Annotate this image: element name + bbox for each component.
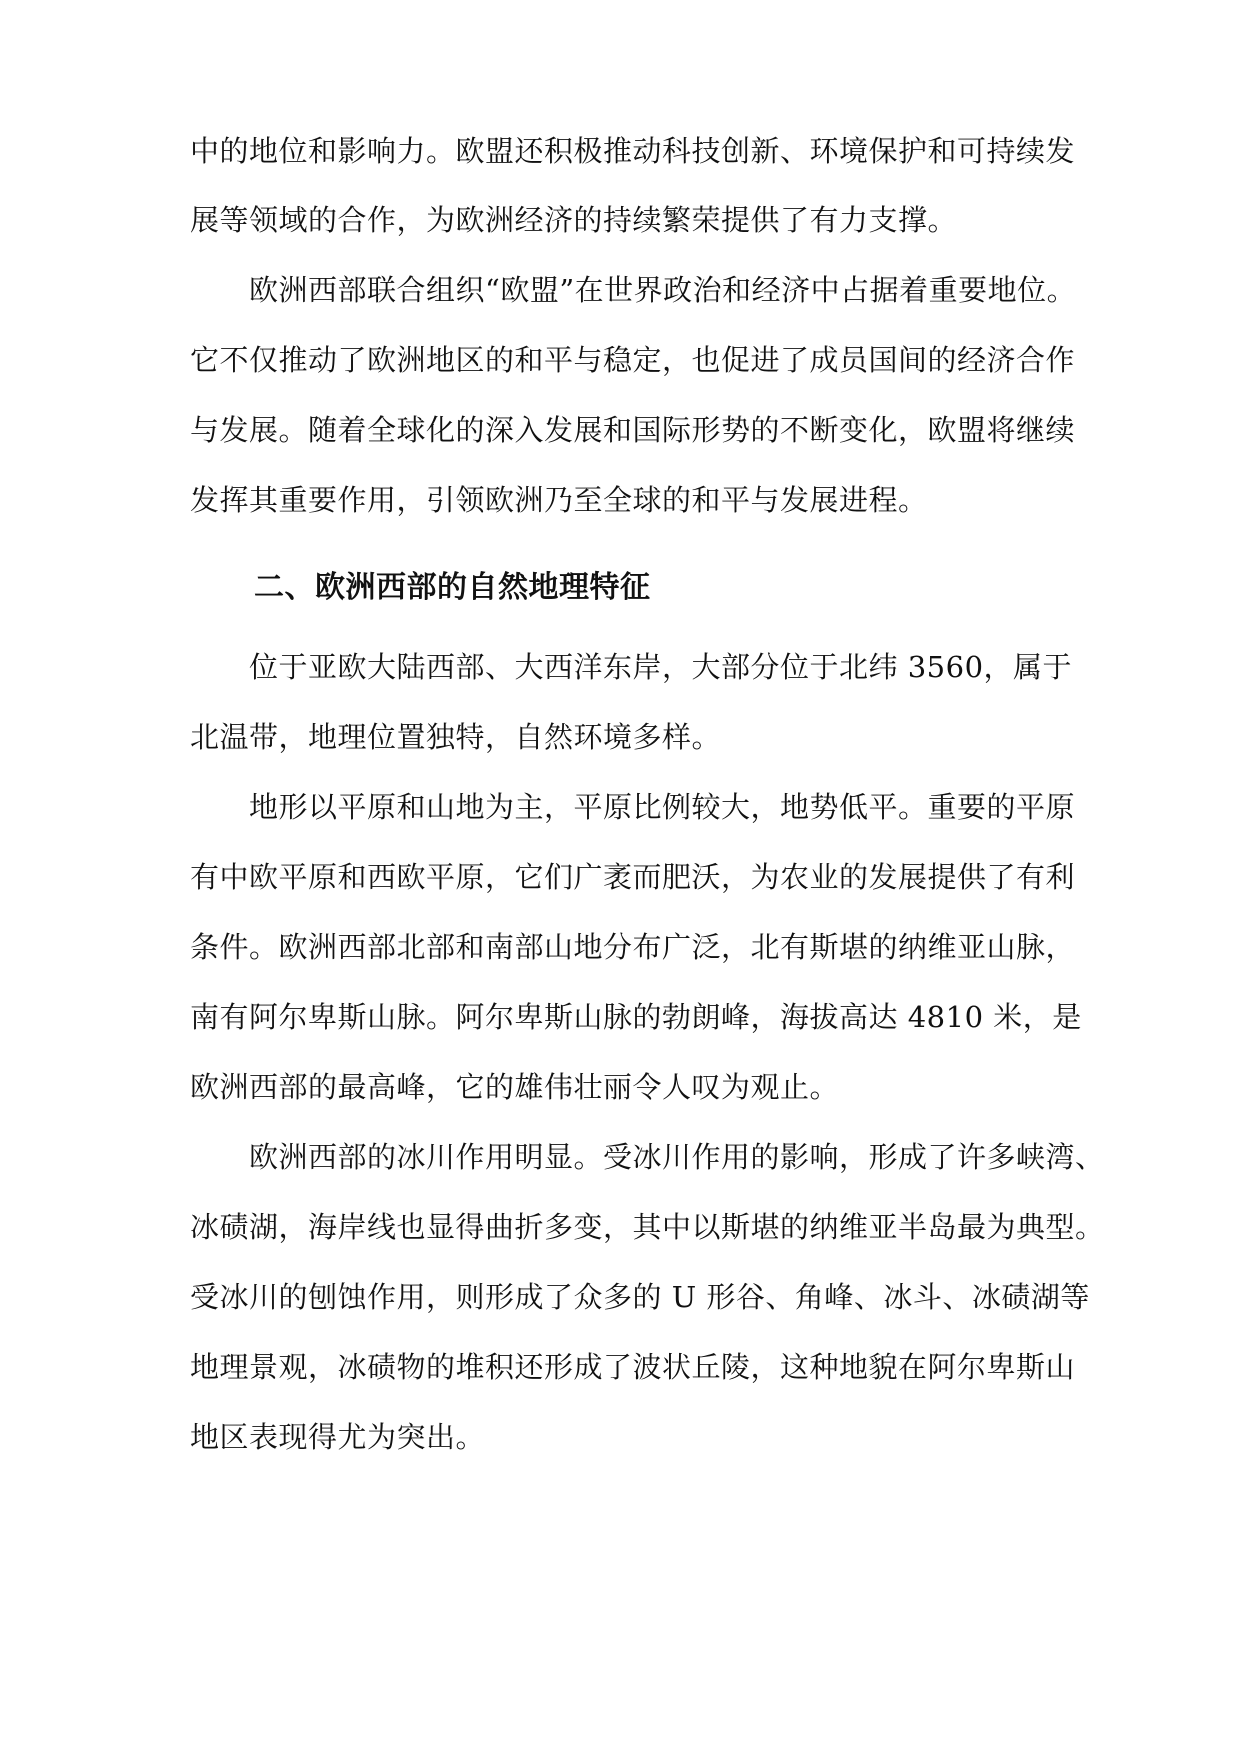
paragraph-line: 欧洲西部联合组织“欧盟”在世界政治和经济中占据着重要地位。	[249, 273, 1077, 307]
paragraph-line: 展等领域的合作，为欧洲经济的持续繁荣提供了有力支撑。	[190, 203, 958, 237]
paragraph-line: 地区表现得尤为突出。	[190, 1420, 486, 1454]
paragraph-line: 欧洲西部的最高峰，它的雄伟壮丽令人叹为观止。	[190, 1070, 840, 1104]
paragraph-line: 位于亚欧大陆西部、大西洋东岸，大部分位于北纬 3560，属于	[249, 650, 1073, 684]
paragraph-line: 地理景观，冰碛物的堆积还形成了波状丘陵，这种地貌在阿尔卑斯山	[190, 1350, 1076, 1384]
paragraph-line: 与发展。随着全球化的深入发展和国际形势的不断变化，欧盟将继续	[190, 413, 1076, 447]
paragraph-line: 北温带，地理位置独特，自然环境多样。	[190, 720, 722, 754]
paragraph-line: 冰碛湖，海岸线也显得曲折多变，其中以斯堪的纳维亚半岛最为典型。	[190, 1210, 1105, 1244]
paragraph-line: 它不仅推动了欧洲地区的和平与稳定，也促进了成员国间的经济合作	[190, 343, 1076, 377]
section-heading: 二、欧洲西部的自然地理特征	[254, 570, 651, 605]
paragraph-line: 地形以平原和山地为主，平原比例较大，地势低平。重要的平原	[249, 790, 1076, 824]
paragraph-line: 有中欧平原和西欧平原，它们广袤而肥沃，为农业的发展提供了有利	[190, 860, 1076, 894]
paragraph-line: 南有阿尔卑斯山脉。阿尔卑斯山脉的勃朗峰，海拔高达 4810 米，是	[190, 1000, 1082, 1034]
paragraph-line: 欧洲西部的冰川作用明显。受冰川作用的影响，形成了许多峡湾、	[249, 1140, 1105, 1174]
paragraph-line: 发挥其重要作用，引领欧洲乃至全球的和平与发展进程。	[190, 483, 928, 517]
paragraph-line: 受冰川的刨蚀作用，则形成了众多的 U 形谷、角峰、冰斗、冰碛湖等	[190, 1280, 1090, 1314]
paragraph-line: 中的地位和影响力。欧盟还积极推动科技创新、环境保护和可持续发	[190, 134, 1076, 168]
paragraph-line: 条件。欧洲西部北部和南部山地分布广泛，北有斯堪的纳维亚山脉，	[190, 930, 1076, 964]
